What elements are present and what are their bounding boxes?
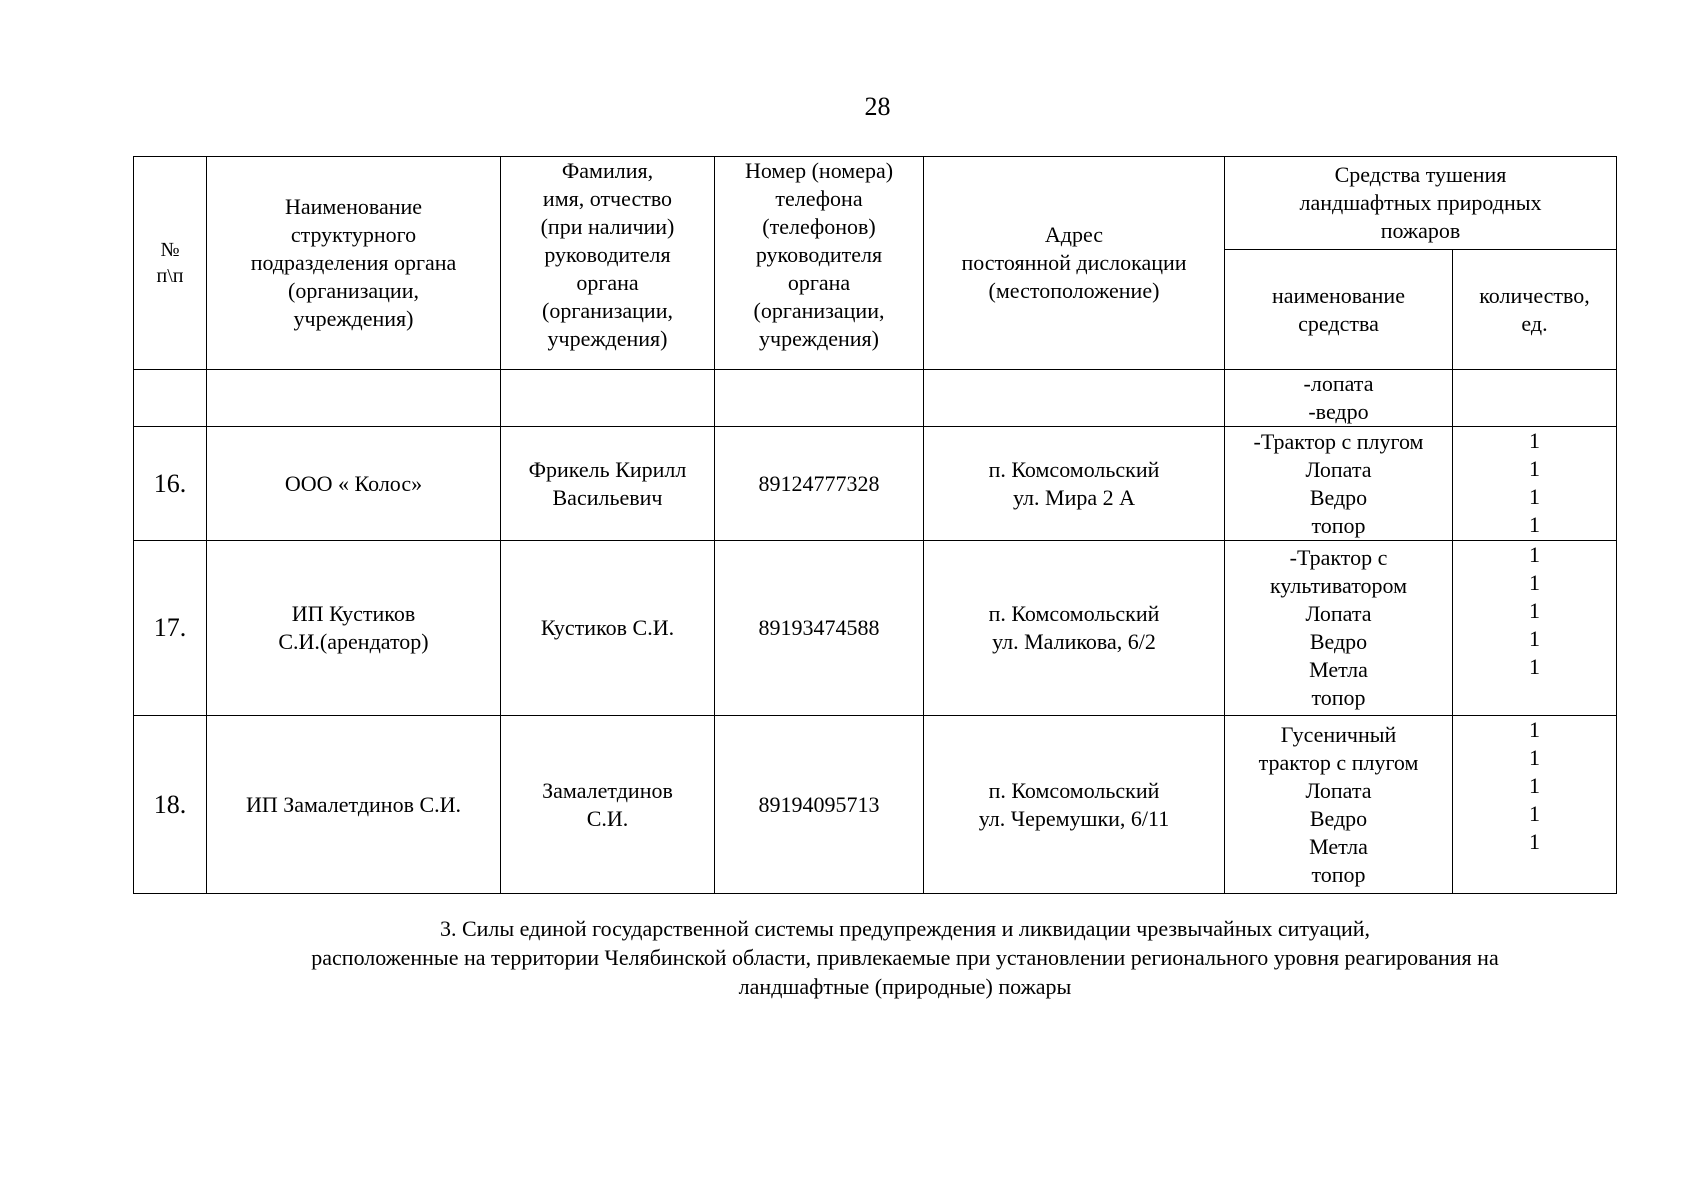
row-means-qty: 1 1 1 1 xyxy=(1453,427,1617,541)
row-phone: 89194095713 xyxy=(715,716,924,894)
header-head-name: Фамилия, имя, отчество (при наличии) руководителя органа (организации, учреждения) xyxy=(501,157,715,370)
row-address: п. Комсомольский ул. Черемушки, 6/11 xyxy=(924,716,1225,894)
header-unit-name: Наименование структурного подразделения органа (организации, учреждения) xyxy=(207,157,501,370)
row-address: п. Комсомольский ул. Мира 2 А xyxy=(924,427,1225,541)
table-row xyxy=(134,716,1617,894)
table-row xyxy=(134,370,1617,427)
header-address: Адрес постоянной дислокации (местоположение) xyxy=(924,157,1225,370)
row-unit-name: ИП Замалетдинов С.И. xyxy=(207,716,501,894)
page-number: 28 xyxy=(864,92,891,121)
header-means-name: наименование средства xyxy=(1225,250,1453,370)
table-row xyxy=(134,541,1617,716)
row-number: 17. xyxy=(134,541,207,716)
header-number: № п\п xyxy=(134,157,207,370)
row-means-name: -лопата -ведро xyxy=(1225,370,1453,427)
row-means-qty: 1 1 1 1 1 xyxy=(1453,716,1617,894)
header-phone: Номер (номера) телефона (телефонов) руководителя органа (организации, учреждения) xyxy=(715,157,924,370)
row-unit-name: ИП Кустиков С.И.(арендатор) xyxy=(207,541,501,716)
row-phone xyxy=(715,370,924,427)
row-head-name: Кустиков С.И. xyxy=(501,541,715,716)
row-head-name: Замалетдинов С.И. xyxy=(501,716,715,894)
row-phone: 89124777328 xyxy=(715,427,924,541)
row-address xyxy=(924,370,1225,427)
row-address: п. Комсомольский ул. Маликова, 6/2 xyxy=(924,541,1225,716)
row-means-name: Гусеничный трактор с плугом Лопата Ведро Метла топор xyxy=(1225,716,1453,894)
row-means-qty xyxy=(1453,370,1617,427)
row-means-qty: 1 1 1 1 1 xyxy=(1453,541,1617,716)
row-unit-name: ООО « Колос» xyxy=(207,427,501,541)
row-number: 18. xyxy=(134,716,207,894)
row-head-name: Фрикель Кирилл Васильевич xyxy=(501,427,715,541)
row-means-name: -Трактор с плугом Лопата Ведро топор xyxy=(1225,427,1453,541)
header-means-qty: количество, ед. xyxy=(1453,250,1617,370)
row-unit-name xyxy=(207,370,501,427)
row-number: 16. xyxy=(134,427,207,541)
row-means-name: -Трактор с культиватором Лопата Ведро Метла топор xyxy=(1225,541,1453,716)
resources-table xyxy=(133,156,1617,894)
row-phone: 89193474588 xyxy=(715,541,924,716)
section-heading-3: 3. Силы единой государственной системы предупреждения и ликвидации чрезвычайных ситуаций, расположенные на территории Челябинской области, привлекаемые при установлении регионального уровня реагирования на ландшафтные (природные) пожары xyxy=(311,916,1499,999)
table-row xyxy=(134,427,1617,541)
row-number xyxy=(134,370,207,427)
row-head-name xyxy=(501,370,715,427)
header-means-group: Средства тушения ландшафтных природных пожаров xyxy=(1225,157,1617,250)
